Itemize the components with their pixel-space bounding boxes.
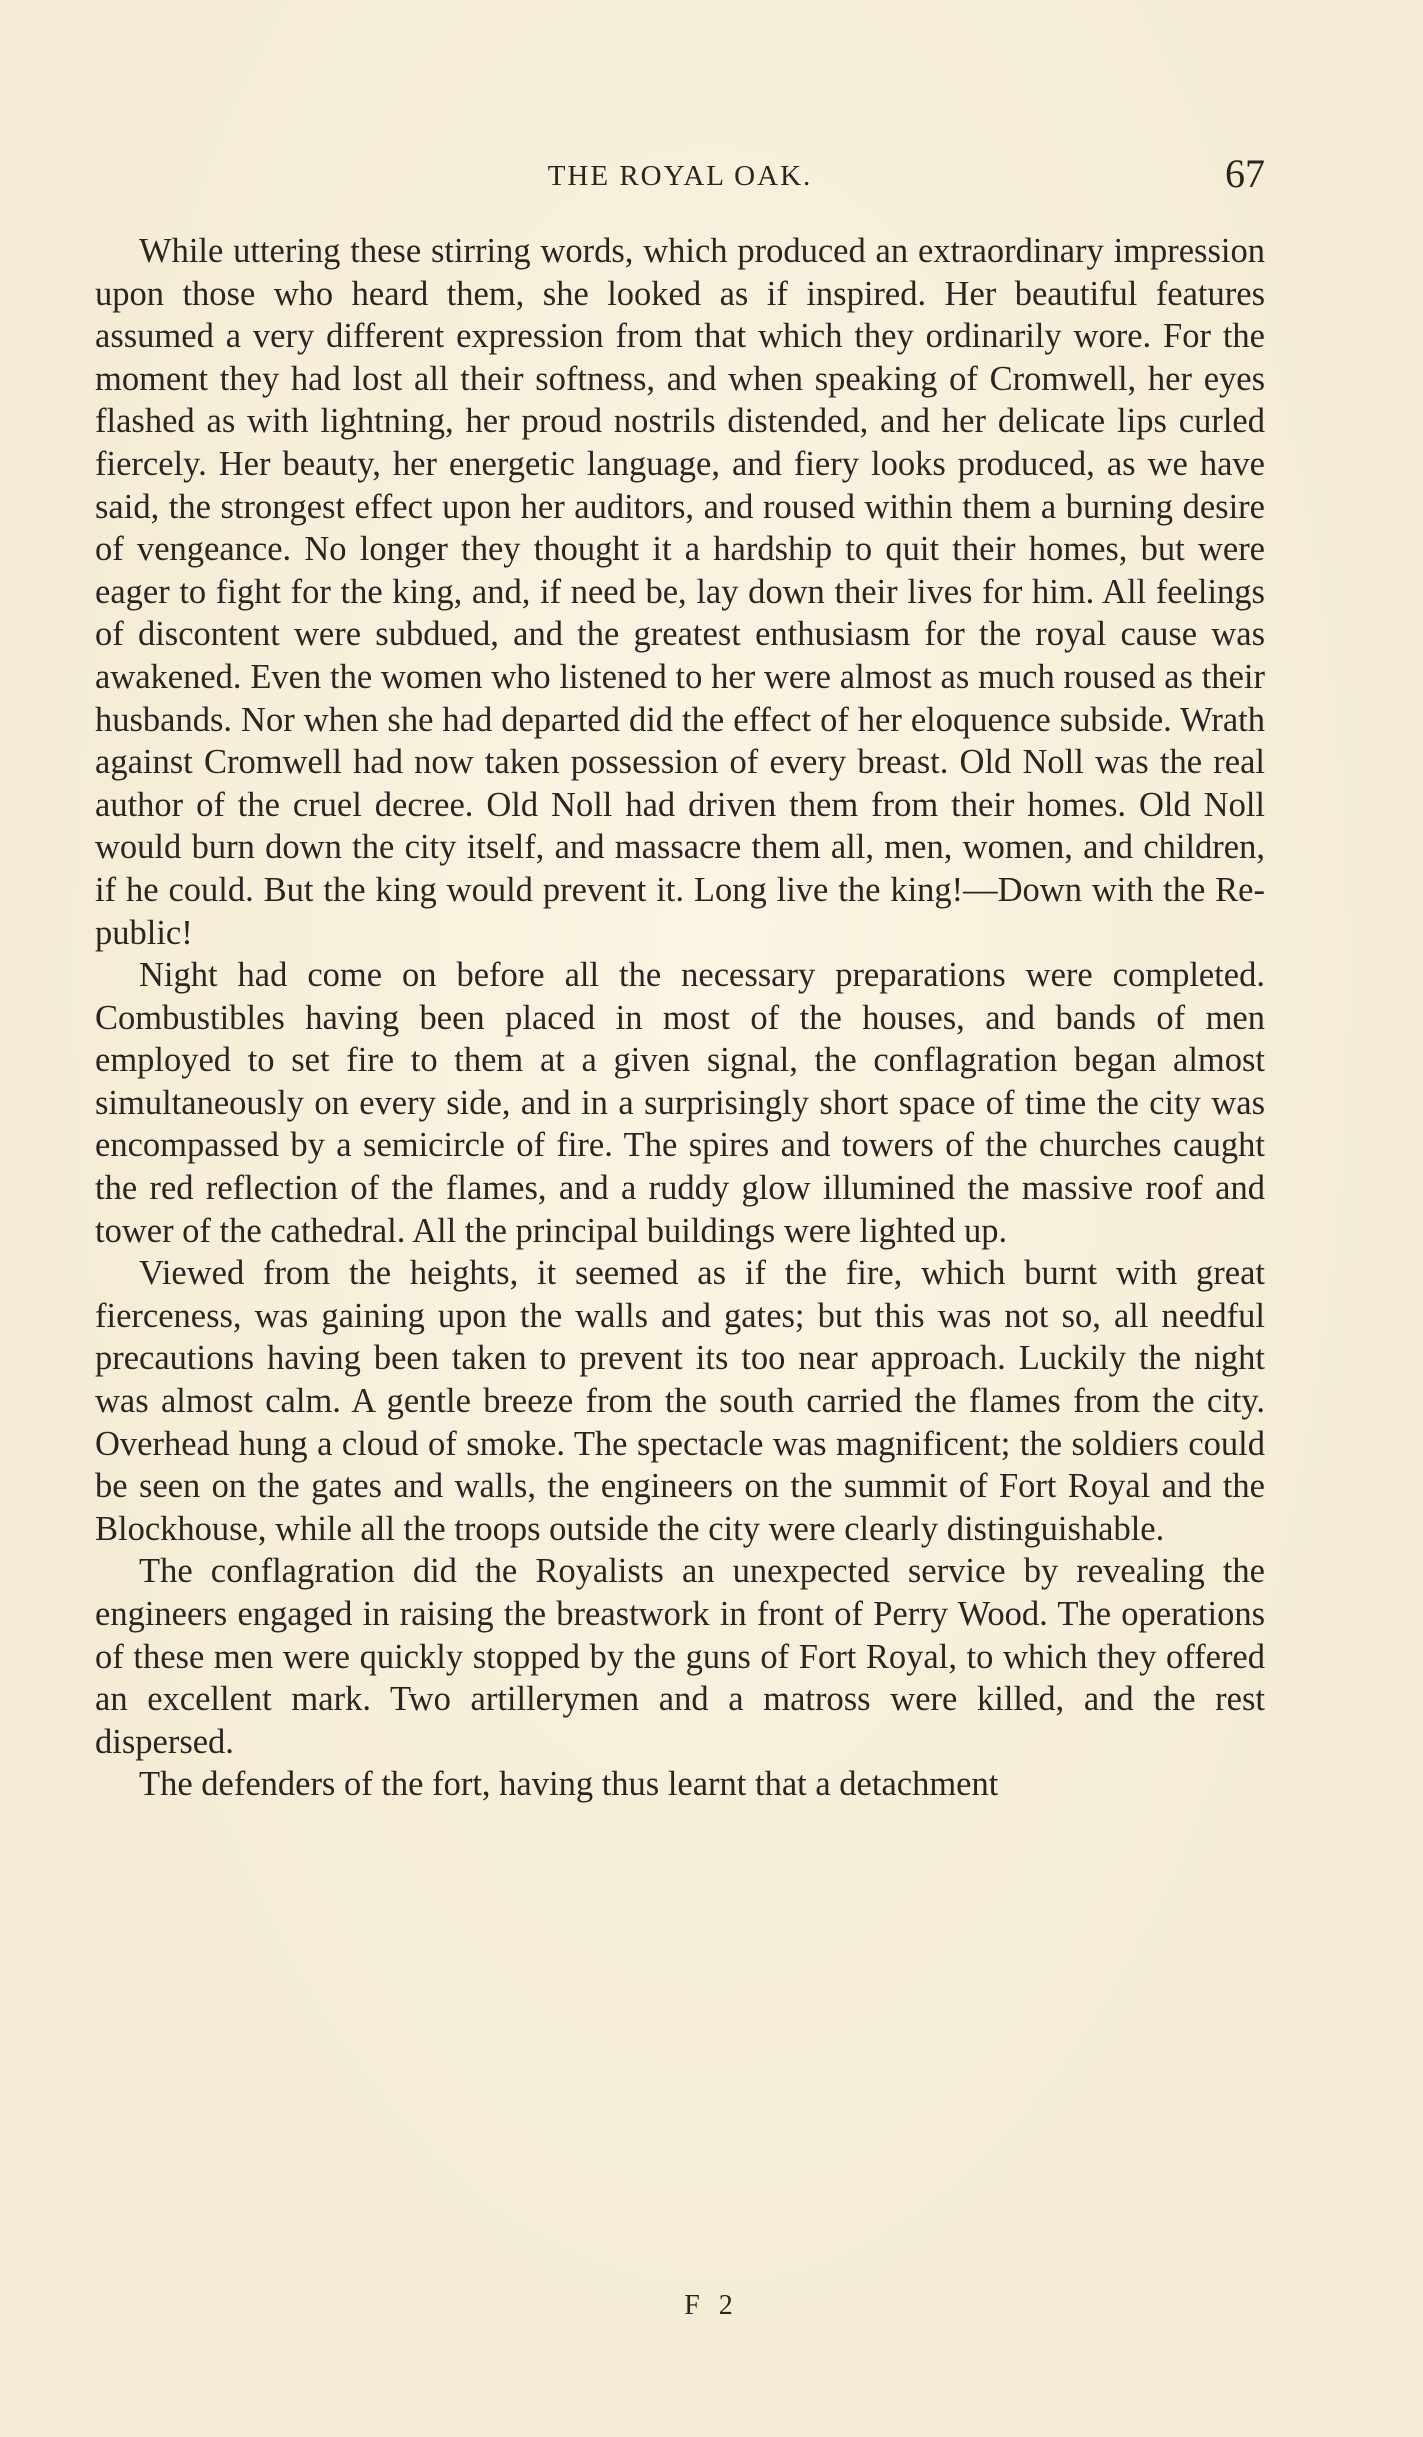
body-text <box>95 230 1265 1806</box>
paragraph: The conflagration did the Royalists an unexpected service by revealing the engineers engaged in raising the breastwork in front of Perry Wood. The operations of these men were quickly stopped by the guns of Fort Royal, to which they offered an excellent mark. Two artillerymen and a matross were killed, and the rest dispersed. <box>95 1552 1265 1761</box>
running-head <box>95 152 1265 200</box>
paragraph: While uttering these stirring words, which produced an extraordinary impression upon those who heard them, she looked as if inspired. Her beautiful features assumed a very different expression from that which they ordinarily wore. For the moment they had lost all their softness, and when speaking of Cromwell, her eyes flashed as with lightning, her proud nostrils distended, and her delicate lips curled fiercely. Her beauty, her energetic language, and fiery looks produced, as we have said, the strongest effect upon her auditors, and roused within them a burning desire of vengeance. No longer they thought it a hardship to quit their homes, but were eager to fight for the king, and, if need be, lay down their lives for him. All feelings of discontent were subdued, and the greatest enthusiasm for the royal cause was awakened. Even the women who listened to her were almost as much roused as their husbands. Nor when she had departed did the effect of her eloquence subside. Wrath against Cromwell had now taken possession of every breast. Old Noll was the real author of the cruel decree. Old Noll had driven them from their homes. Old Noll would burn down the city itself, and massacre them all, men, women, and children, if he could. But the king would prevent it. Long live the king!—Down with the Republic! <box>95 232 1265 952</box>
paragraph: The defenders of the fort, having thus learnt that a detachment <box>139 1765 999 1804</box>
running-title: THE ROYAL OAK. <box>547 160 813 192</box>
paragraph: Viewed from the heights, it seemed as if the fire, which burnt with great fierceness, was gaining upon the walls and gates; but this was not so, all needful precautions having been taken to prevent its too near approach. Luckily the night was almost calm. A gentle breeze from the south carried the flames from the city. Overhead hung a cloud of smoke. The spectacle was magnificent; the soldiers could be seen on the gates and walls, the engineers on the summit of Fort Royal and the Blockhouse, while all the troops outside the city were clearly distinguishable. <box>95 1254 1265 1548</box>
paragraph: Night had come on before all the necessary preparations were completed. Combustibles having been placed in most of the houses, and bands of men employed to set fire to them at a given signal, the conflagration began almost simultaneously on every side, and in a surprisingly short space of time the city was encompassed by a semicircle of fire. The spires and towers of the churches caught the red reflection of the flames, and a ruddy glow illumined the massive roof and tower of the cathedral. All the principal buildings were lighted up. <box>95 956 1265 1250</box>
signature-mark: F 2 <box>684 2290 739 2321</box>
page-number: 67 <box>1225 151 1265 196</box>
